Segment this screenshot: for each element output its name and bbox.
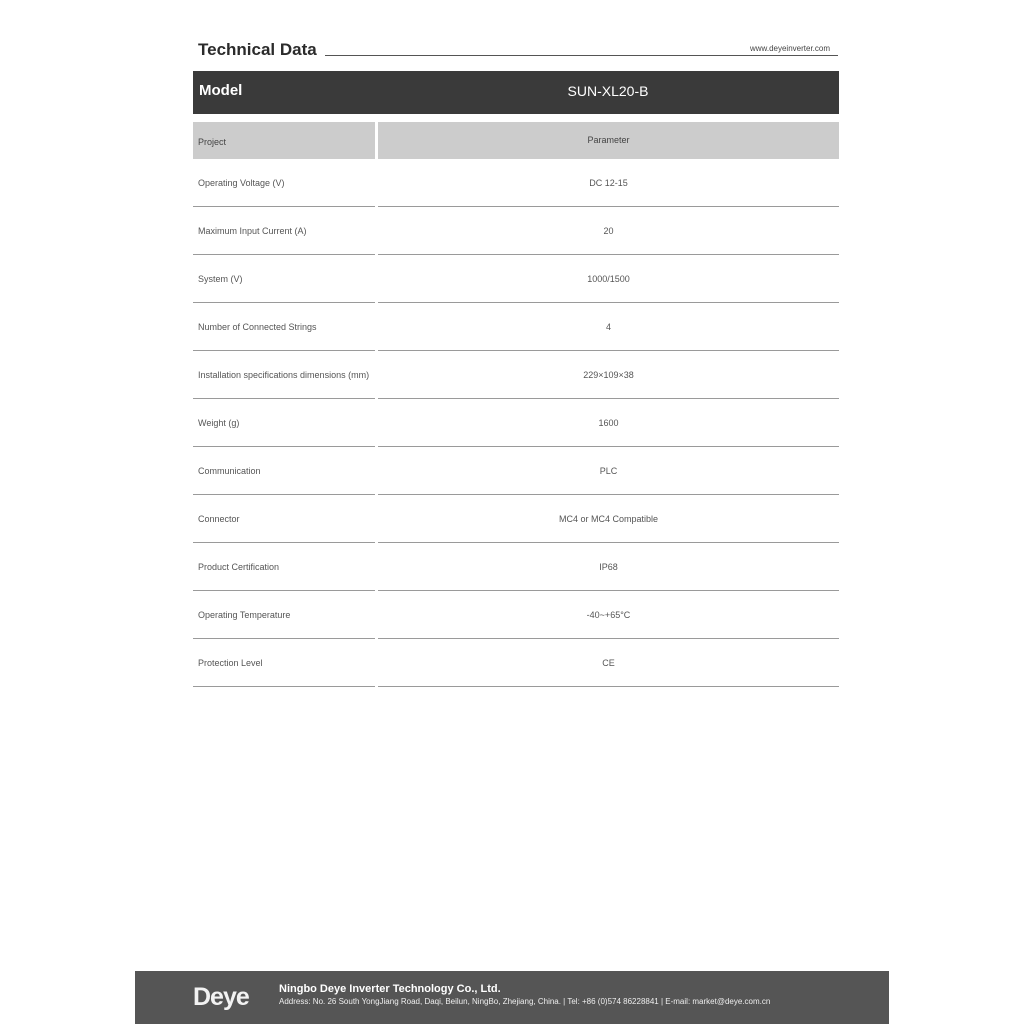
- company-contact: Address: No. 26 South YongJiang Road, Daqi, Beilun, NingBo, Zhejiang, China. | Tel: +86 (0)574 86228841 | E-mail: market@deye.com.cn: [279, 997, 771, 1006]
- table-row: [193, 543, 839, 591]
- parameter-cell: 20: [378, 207, 839, 255]
- project-cell: Number of Connected Strings: [193, 303, 375, 351]
- project-cell: Communication: [193, 447, 375, 495]
- parameter-cell: 1600: [378, 399, 839, 447]
- model-value: SUN-XL20-B: [567, 83, 649, 99]
- table-row: [193, 639, 839, 687]
- parameter-cell: CE: [378, 639, 839, 687]
- table-row: [193, 399, 839, 447]
- table-row: [193, 303, 839, 351]
- page-header: [198, 38, 838, 60]
- project-cell: Product Certification: [193, 543, 375, 591]
- project-cell: Operating Temperature: [193, 591, 375, 639]
- spec-table: [193, 159, 839, 687]
- deye-logo: Deye: [193, 983, 249, 1011]
- table-row: [193, 495, 839, 543]
- parameter-cell: -40~+65°C: [378, 591, 839, 639]
- project-cell: Operating Voltage (V): [193, 159, 375, 207]
- website-link[interactable]: www.deyeinverter.com: [746, 44, 830, 53]
- model-label: Model: [199, 82, 243, 99]
- project-cell: System (V): [193, 255, 375, 303]
- table-header: [193, 122, 839, 159]
- table-row: [193, 159, 839, 207]
- parameter-cell: PLC: [378, 447, 839, 495]
- page-footer: [135, 971, 889, 1024]
- table-row: [193, 207, 839, 255]
- parameter-cell: 4: [378, 303, 839, 351]
- project-cell: Connector: [193, 495, 375, 543]
- parameter-cell: 229×109×38: [378, 351, 839, 399]
- company-name: Ningbo Deye Inverter Technology Co., Ltd.: [279, 983, 501, 995]
- project-cell: Weight (g): [193, 399, 375, 447]
- table-row: [193, 351, 839, 399]
- model-bar: [193, 71, 839, 114]
- table-row: [193, 447, 839, 495]
- header-divider: [325, 55, 838, 56]
- table-row: [193, 591, 839, 639]
- column-header-parameter: Parameter: [378, 122, 839, 159]
- project-cell: Maximum Input Current (A): [193, 207, 375, 255]
- parameter-cell: 1000/1500: [378, 255, 839, 303]
- project-cell: Installation specifications dimensions (mm): [193, 351, 375, 399]
- parameter-cell: IP68: [378, 543, 839, 591]
- column-header-project: Project: [193, 122, 375, 159]
- page-title: Technical Data: [198, 40, 317, 59]
- parameter-cell: MC4 or MC4 Compatible: [378, 495, 839, 543]
- table-row: [193, 255, 839, 303]
- parameter-cell: DC 12-15: [378, 159, 839, 207]
- project-cell: Protection Level: [193, 639, 375, 687]
